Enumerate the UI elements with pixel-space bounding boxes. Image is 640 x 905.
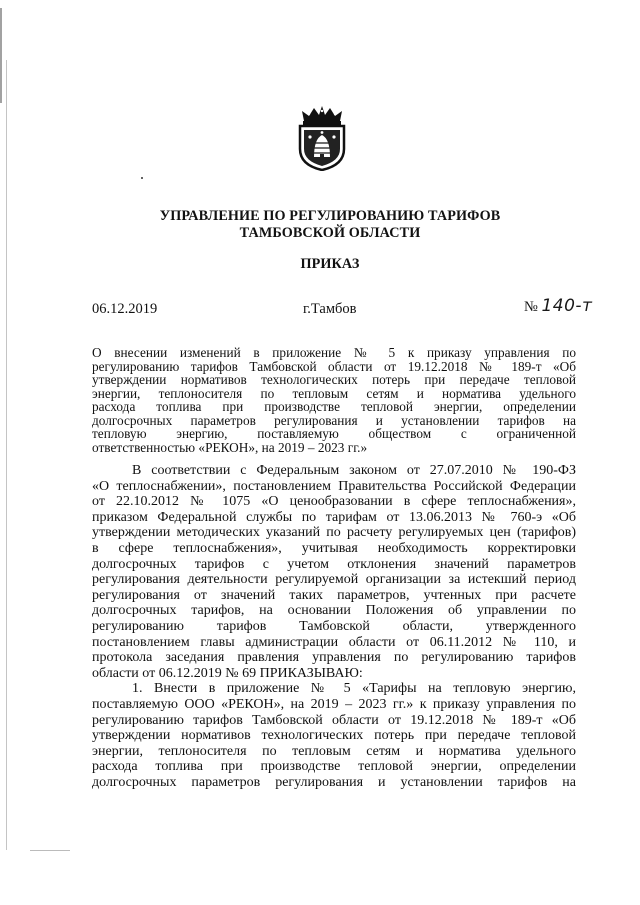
doc-type-title: ПРИКАЗ [300, 256, 360, 272]
document-number [524, 297, 592, 316]
body-line: в сфере теплоснабжения», учитывая необходимость корректировки [92, 540, 576, 556]
org-name-line-1: УПРАВЛЕНИЕ ПО РЕГУЛИРОВАНИЮ ТАРИФОВ [159, 208, 501, 224]
body-line: «О теплоснабжении», постановлением Правительства Российской Федерации [92, 478, 576, 494]
body-line: поставляемую ООО «РЕКОН», на 2019 – 2023 гг.» к приказу управления по [92, 696, 576, 712]
subject-line: расхода топлива при производстве тепловой энергии, определении [92, 399, 576, 414]
body-line: протокола заседания правления управления по регулированию тарифов [92, 650, 576, 666]
org-name-line-2: ТАМБОВСКОЙ ОБЛАСТИ [239, 225, 421, 241]
document-city: г.Тамбов [303, 301, 357, 317]
scan-edge-mark-bottom [30, 850, 70, 851]
body-line: регулирования от значений таких параметров, учтенных при расчете [92, 587, 576, 603]
body-line: долгосрочных параметров регулирования и установлении тарифов на [92, 774, 576, 790]
document-type [60, 256, 600, 273]
body-line: долгосрочных тарифов, на основании Положения об управлении по [92, 603, 576, 619]
document-header [60, 208, 600, 242]
body-line: утверждении методических указаний по расчету регулируемых цен (тарифов) [92, 525, 576, 541]
body-line: долгосрочных тарифов с учетом отклонения значений параметров [92, 556, 576, 572]
body-line: приказом Федеральной службы по тарифам от 13.06.2013 № 760-э «Об [92, 509, 576, 525]
scan-speck [141, 177, 143, 179]
body-line: энергии, теплоносителя по тепловым сетям и норматива удельного [92, 743, 576, 759]
body-line: постановлением главы администрации области от 06.11.2012 № 110, и [92, 634, 576, 650]
scan-edge-mark-top [0, 8, 2, 103]
body-line: утверждении нормативов технологических потерь при передаче тепловой [92, 728, 576, 744]
subject-line: утверждении нормативов технологических потерь при передаче тепловой [92, 372, 576, 387]
subject-line: долгосрочных параметров регулирования и установлении тарифов на [92, 412, 576, 428]
body-line: регулирования деятельности регулируемой организации за истекший период [92, 572, 576, 588]
body-line: области от 06.12.2019 № 69 ПРИКАЗЫВАЮ: [92, 665, 363, 681]
document-date: 06.12.2019 [92, 301, 158, 317]
subject-line: тепловую энергию, поставляемую обществом с ограниченной [92, 426, 576, 441]
body-line: В соответствии с Федеральным законом от 27.07.2010 № 190-ФЗ [132, 463, 576, 478]
body-line: 1. Внести в приложение № 5 «Тарифы на тепловую энергию, [132, 681, 576, 697]
number-sign: № [524, 299, 538, 315]
body-line: расхода топлива при производстве тепловой энергии, определении [92, 759, 576, 775]
subject-line: энергии, теплоносителя по тепловым сетям и норматива удельного [92, 385, 576, 401]
body-line: регулированию тарифов Тамбовской области, утвержденного [92, 618, 576, 634]
subject-line: О внесении изменений в приложение № 5 к приказу управления по [92, 345, 576, 360]
subject-line: регулированию тарифов Тамбовской области от 19.12.2018 № 189-т «Об [92, 358, 576, 374]
coat-of-arms-emblem [296, 105, 348, 171]
handwritten-number: 140-т [541, 296, 593, 316]
body-line: регулированию тарифов Тамбовской области от 19.12.2018 № 189-т «Об [92, 712, 576, 728]
subject-line: ответственностью «РЕКОН», на 2019 – 2023 гг.» [92, 439, 368, 455]
scan-edge-mark-left [6, 60, 7, 850]
order-subject [92, 346, 576, 454]
body-line: от 22.10.2012 № 1075 «О ценообразовании в сфере теплоснабжения», [92, 494, 576, 510]
order-body [92, 463, 576, 790]
